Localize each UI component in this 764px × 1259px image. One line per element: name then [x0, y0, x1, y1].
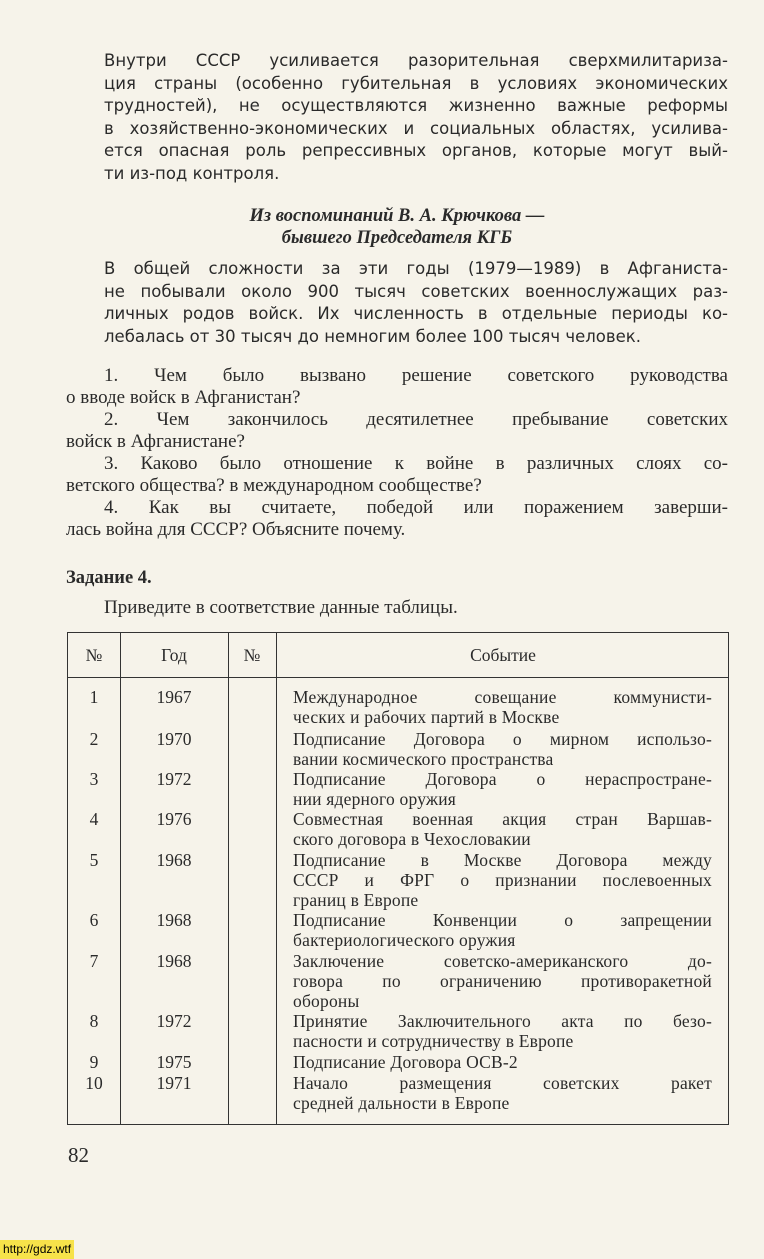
text-line: ция страны (особенно губительная в условиях экономических: [104, 73, 728, 93]
page-number: 82: [68, 1143, 89, 1167]
row-event: [293, 910, 712, 950]
event-line: Начало размещения советских ракет: [293, 1073, 712, 1093]
row-number: 1: [89, 687, 99, 707]
question-item: [66, 497, 728, 541]
text-line: ветского общества? в международном сообществе?: [66, 475, 482, 496]
row-year: 1968: [156, 951, 192, 971]
table-header-divider: [68, 677, 728, 678]
text-line: 2. Чем закончилось десятилетнее пребывание советских: [104, 409, 728, 430]
event-line: ского договора в Чехословакии: [293, 829, 531, 849]
row-year: 1976: [156, 809, 192, 829]
text-line: ется опасная роль репрессивных органов, которые могут вый-: [104, 141, 728, 161]
header-year: Год: [161, 645, 187, 665]
event-line: нии ядерного оружия: [293, 789, 457, 809]
event-line: ческих и рабочих партий в Москве: [293, 707, 560, 727]
event-line: бактериологического оружия: [293, 930, 516, 950]
row-event: [293, 687, 712, 727]
table-divider: [228, 633, 229, 1124]
text-line: 4. Как вы считаете, победой или поражением заверши-: [104, 497, 728, 518]
intro-paragraph: [66, 50, 728, 186]
row-number: 4: [89, 809, 99, 829]
row-event: [293, 1073, 712, 1113]
event-line: Подписание Конвенции о запрещении: [293, 910, 712, 930]
row-year: 1968: [156, 850, 192, 870]
text-line: личных родов войск. Их численность в отдельные периоды ко-: [104, 304, 728, 324]
questions-list: [66, 365, 728, 541]
event-line: говора по ограничению противоракетной: [293, 971, 712, 991]
event-line: Подписание Договора о мирном использо-: [293, 729, 712, 749]
question-item: [66, 409, 728, 453]
row-year: 1971: [156, 1073, 192, 1093]
event-line: границ в Европе: [293, 890, 419, 910]
task-title: Задание 4.: [66, 568, 152, 588]
event-line: обороны: [293, 991, 360, 1011]
header-num: №: [85, 645, 103, 665]
row-year: 1972: [156, 1011, 192, 1031]
watermark-link[interactable]: http://gdz.wtf: [0, 1240, 74, 1259]
row-number: 6: [89, 910, 99, 930]
memoir-paragraph: [66, 258, 728, 348]
text-line: не побывали около 900 тысяч советских военнослужащих раз-: [104, 281, 728, 301]
row-number: 8: [89, 1011, 99, 1031]
row-number: 2: [89, 729, 99, 749]
text-line: войск в Афганистане?: [66, 431, 245, 452]
row-event: [293, 850, 712, 910]
row-year: 1972: [156, 769, 192, 789]
event-line: Международное совещание коммунисти-: [293, 687, 712, 707]
header-event: Событие: [470, 645, 536, 665]
text-line: 3. Каково было отношение к войне в различных слоях со-: [104, 453, 728, 474]
event-line: СССР и ФРГ о признании послевоенных: [293, 870, 712, 890]
text-line: в хозяйственно-экономических и социальных областях, усилива-: [104, 118, 728, 138]
memoir-heading-line1: Из воспоминаний В. А. Крючкова —: [249, 206, 545, 226]
matching-table: [67, 632, 729, 1125]
row-year: 1967: [156, 687, 192, 707]
event-line: пасности и сотрудничеству в Европе: [293, 1031, 574, 1051]
table-divider: [276, 633, 277, 1124]
row-event: [293, 1011, 712, 1051]
row-number: 10: [85, 1073, 103, 1093]
task-instruction: Приведите в соответствие данные таблицы.: [104, 597, 458, 618]
row-event: [293, 769, 712, 809]
row-year: 1970: [156, 729, 192, 749]
text-line: ти из-под контроля.: [104, 163, 280, 183]
row-event: [293, 951, 712, 1011]
row-event: [293, 809, 712, 849]
memoir-heading: [66, 205, 728, 249]
event-line: Подписание Договора ОСВ-2: [293, 1052, 518, 1072]
question-item: [66, 453, 728, 497]
event-line: Принятие Заключительного акта по безо-: [293, 1011, 712, 1031]
row-number: 5: [89, 850, 99, 870]
question-item: [66, 365, 728, 409]
row-event: [293, 729, 712, 769]
text-line: о вводе войск в Афганистан?: [66, 387, 301, 408]
row-number: 3: [89, 769, 99, 789]
text-line: лась война для СССР? Объясните почему.: [66, 519, 406, 540]
row-number: 7: [89, 951, 99, 971]
event-line: Подписание в Москве Договора между: [293, 850, 712, 870]
row-number: 9: [89, 1052, 99, 1072]
text-line: трудностей), не осуществляются жизненно важные реформы: [104, 96, 728, 116]
event-line: Заключение советско-американского до-: [293, 951, 712, 971]
header-num2: №: [243, 645, 261, 665]
row-year: 1975: [156, 1052, 192, 1072]
row-event: [293, 1052, 712, 1072]
event-line: Подписание Договора о нераспростране-: [293, 769, 712, 789]
row-year: 1968: [156, 910, 192, 930]
text-line: В общей сложности за эти годы (1979—1989) в Афганиста-: [104, 259, 728, 278]
memoir-heading-line2: бывшего Председателя КГБ: [281, 228, 513, 248]
event-line: Совместная военная акция стран Варшав-: [293, 809, 712, 829]
event-line: средней дальности в Европе: [293, 1093, 510, 1113]
event-line: вании космического пространства: [293, 749, 554, 769]
text-line: лебалась от 30 тысяч до немногим более 100 тысяч человек.: [104, 326, 641, 346]
text-line: Внутри СССР усиливается разорительная сверхмилитариза-: [104, 51, 728, 70]
text-line: 1. Чем было вызвано решение советского руководства: [104, 365, 728, 386]
